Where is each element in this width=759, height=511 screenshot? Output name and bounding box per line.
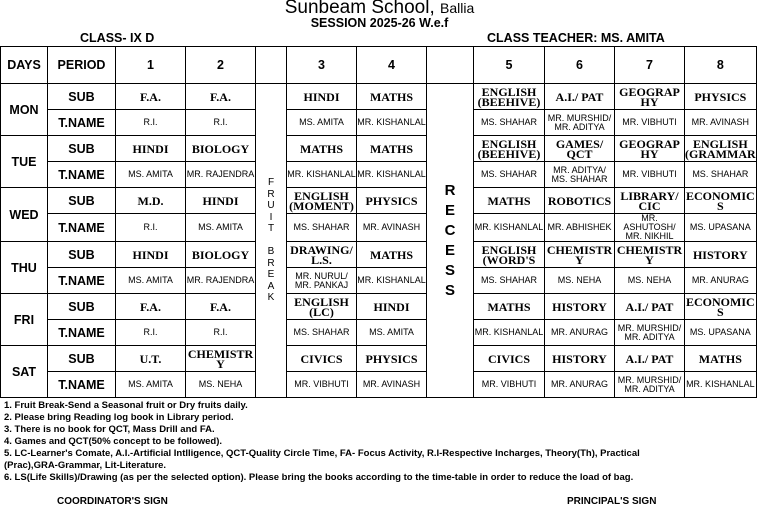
subject-cell: HISTORY [685,242,757,268]
school-name: Sunbeam School, Ballia [284,0,475,18]
subject-cell: MATHS [357,84,427,110]
class-label: CLASS- IX D [80,31,155,45]
subject-cell: MATHS [685,346,757,372]
subject-cell: ECONOMIC S [685,188,755,213]
fruit-break-letter: K [267,292,275,304]
header-spacer [256,47,287,84]
teacher-cell: MR. VIBHUTI [615,110,685,136]
fruit-break-letter: E [267,269,275,281]
table-row [1,268,757,294]
teacher-cell: MS. UPASANA [685,214,757,242]
teacher-cell: MR. AVINASH [685,110,757,136]
table-row [1,214,757,242]
teacher-cell: MR. VIBHUTI [615,162,685,188]
day-cell: FRI [1,294,48,346]
column-header: 6 [545,47,615,84]
teacher-cell: MR. KISHANLAL [357,268,427,294]
subject-cell: CHEMISTR Y [615,242,685,268]
fruit-break-column [256,84,287,398]
subject-cell: CIVICS [474,346,545,372]
subject-cell: F.A. [116,294,186,320]
fruit-break-letter: A [267,280,275,292]
teacher-cell: MR. KISHANLAL [357,110,427,136]
teacher-cell: MS. SHAHAR [287,320,357,346]
column-header: 5 [474,47,545,84]
subject-cell: PHYSICS [357,346,427,372]
subject-cell: HINDI [186,188,256,214]
teacher-cell: MR. KISHANLAL [287,162,357,188]
subject-cell: M.D. [116,188,186,214]
teacher-cell: MS. AMITA [287,110,357,136]
teacher-cell: MR. RAJENDRA [186,162,256,188]
subject-cell: A.I./ PAT [615,346,685,372]
table-row [1,188,757,214]
teacher-cell: MS. NEHA [186,372,256,398]
recess-letter: S [444,281,455,299]
sub-label: SUB [48,242,116,268]
coordinator-sign: COORDINATOR'S SIGN [57,496,168,507]
table-row [1,372,757,398]
subject-cell: PHYSICS [685,84,757,110]
fruit-break-letter: B [267,246,275,258]
table-row [1,110,757,136]
teacher-cell: MS. SHAHAR [474,268,545,294]
recess-column [427,84,474,398]
tname-label: T.NAME [48,268,116,294]
teacher-cell: MS. AMITA [186,214,256,242]
teacher-cell: MR. AVINASH [357,214,427,242]
fruit-break-letter: R [267,188,275,200]
subject-cell: HISTORY [545,294,615,320]
column-header: DAYS [1,47,48,84]
teacher-cell: MR. ANURAG [545,320,615,346]
teacher-cell: MR. KISHANLAL [685,372,757,398]
subject-cell: A.I./ PAT [545,84,615,110]
fruit-break-letter: I [269,211,273,223]
subject-cell: ROBOTICS [545,188,615,214]
subject-cell: GEOGRAP HY [615,136,685,162]
subject-cell: ECONOMIC S [685,294,755,319]
fruit-break-letter [256,235,286,247]
fruit-break-letter: T [267,223,275,235]
teacher-cell: MR. MURSHID/ MR. ADITYA [545,110,615,136]
teacher-cell: MR. KISHANLAL [357,162,427,188]
recess-letter: E [444,241,455,259]
teacher-cell: R.I. [186,110,256,136]
header-row [1,47,757,84]
teacher-cell: R.I. [116,320,186,346]
column-header: 7 [615,47,685,84]
teacher-cell: MR. ABHISHEK [545,214,615,242]
note-line: 6. LS(Life Skills)/Drawing (as per the selected option). Please bring the books according to the time-table in order to reduce the load of bag. [4,472,634,483]
recess-letter: S [444,261,455,279]
teacher-cell: MR. MURSHID/ MR. ADITYA [615,320,685,346]
subject-cell: ENGLISH (LC) [287,294,357,320]
teacher-cell: R.I. [186,320,256,346]
tname-label: T.NAME [48,320,116,346]
teacher-cell: MR. VIBHUTI [287,372,357,398]
session-title: SESSION 2025-26 W.e.f [310,16,449,30]
subject-cell: CIVICS [287,346,357,372]
column-header: PERIOD [48,47,116,84]
fruit-break-letter: U [267,200,275,212]
column-header: 3 [287,47,357,84]
teacher-cell: R.I. [116,110,186,136]
teacher-cell: MR. ADITYA/ MS. SHAHAR [545,162,615,188]
subject-cell: DRAWING/ L.S. [287,242,357,268]
subject-cell: BIOLOGY [186,242,256,268]
table-row [1,136,757,162]
fruit-break-letter: R [267,257,275,269]
teacher-cell: MS. AMITA [116,372,186,398]
school-city: Ballia [440,0,475,16]
subject-cell: GEOGRAP HY [615,84,685,110]
teacher-cell: MR. KISHANLAL [474,320,545,346]
note-line: 4. Games and QCT(50% concept to be followed). [4,436,223,447]
teacher-cell: MS. SHAHAR [474,162,545,188]
teacher-cell: MR. RAJENDRA [186,268,256,294]
tname-label: T.NAME [48,162,116,188]
subject-cell: MATHS [474,294,545,320]
teacher-cell: MR. AVINASH [357,372,427,398]
teacher-cell: MS. AMITA [116,162,186,188]
recess-letter: E [444,201,455,219]
sub-label: SUB [48,294,116,320]
table-row [1,320,757,346]
subject-cell: U.T. [116,346,186,372]
subject-cell: GAMES/ QCT [545,136,615,162]
day-cell: MON [1,84,48,136]
teacher-cell: MR. ANURAG [685,268,757,294]
table-row [1,162,757,188]
subject-cell: PHYSICS [357,188,427,214]
timetable [0,46,757,398]
subject-cell: BIOLOGY [186,136,256,162]
subject-cell: A.I./ PAT [615,294,685,320]
subject-cell: HINDI [287,84,357,110]
principal-sign: PRINCIPAL'S SIGN [567,496,657,507]
table-row [1,84,757,110]
subject-cell: F.A. [116,84,186,110]
recess-letter: R [444,181,456,199]
teacher-cell: MR. VIBHUTI [474,372,545,398]
teacher-cell: MS. AMITA [116,268,186,294]
day-cell: WED [1,188,48,242]
sub-label: SUB [48,136,116,162]
day-cell: THU [1,242,48,294]
teacher-cell: MS. SHAHAR [474,110,545,136]
sub-label: SUB [48,84,116,110]
subject-cell: ENGLISH (MOMENT) [287,188,357,214]
teacher-cell: MR. KISHANLAL [474,214,545,242]
subject-cell: MATHS [357,136,427,162]
teacher-cell: MR. MURSHID/ MR. ADITYA [615,372,685,398]
teacher-cell: MR. ASHUTOSH/ MR. NIKHIL [615,214,685,242]
teacher-cell: MS. NEHA [615,268,685,294]
subject-cell: ENGLISH (BEEHIVE) [474,84,545,110]
teacher-cell: MS. SHAHAR [287,214,357,242]
subject-cell: MATHS [357,242,427,268]
subject-cell: MATHS [474,188,545,214]
column-header: 2 [186,47,256,84]
teacher-cell: MS. AMITA [357,320,427,346]
subject-cell: MATHS [287,136,357,162]
subject-cell: HISTORY [545,346,615,372]
teacher-cell: MS. SHAHAR [685,162,757,188]
note-line: 5. LC-Learner's Comate, A.I.-Artificial Intlligence, QCT-Quality Circle Time, FA- Focus Activity, R.I-Respective Incharges, Theory(Th), Practical [4,448,640,459]
table-row [1,294,757,320]
subject-cell: LIBRARY/ CIC [615,188,685,214]
note-line: 2. Please bring Reading log book in Library period. [4,412,234,423]
recess-letter: C [444,221,456,239]
teacher-cell: MR. NURUL/ MR. PANKAJ [287,268,357,294]
teacher-cell: MS. UPASANA [685,320,757,346]
subject-cell: ENGLISH (WORD'S [474,242,545,268]
fruit-break-letter: F [267,177,275,189]
subject-cell: CHEMISTR Y [186,346,256,372]
table-row [1,242,757,268]
tname-label: T.NAME [48,110,116,136]
subject-cell: CHEMISTR Y [545,242,615,268]
column-header: 1 [116,47,186,84]
note-line: (Prac),GRA-Grammar, Lit-Literature. [4,460,167,471]
subject-cell: ENGLISH (BEEHIVE) [474,136,545,162]
tname-label: T.NAME [48,372,116,398]
day-cell: TUE [1,136,48,188]
teacher-cell: MS. NEHA [545,268,615,294]
class-teacher-label: CLASS TEACHER: MS. AMITA [487,31,665,45]
header-spacer [427,47,474,84]
subject-cell: ENGLISH (GRAMMAR [685,136,756,161]
tname-label: T.NAME [48,214,116,242]
note-line: 1. Fruit Break-Send a Seasonal fruit or Dry fruits daily. [4,400,248,411]
subject-cell: HINDI [116,242,186,268]
teacher-cell: MR. ANURAG [545,372,615,398]
day-cell: SAT [1,346,48,398]
subject-cell: F.A. [186,294,256,320]
subject-cell: HINDI [116,136,186,162]
note-line: 3. There is no book for QCT, Mass Drill and FA. [4,424,215,435]
column-header: 8 [685,47,757,84]
table-row [1,346,757,372]
teacher-cell: R.I. [116,214,186,242]
sub-label: SUB [48,346,116,372]
sub-label: SUB [48,188,116,214]
column-header: 4 [357,47,427,84]
subject-cell: F.A. [186,84,256,110]
subject-cell: HINDI [357,294,427,320]
